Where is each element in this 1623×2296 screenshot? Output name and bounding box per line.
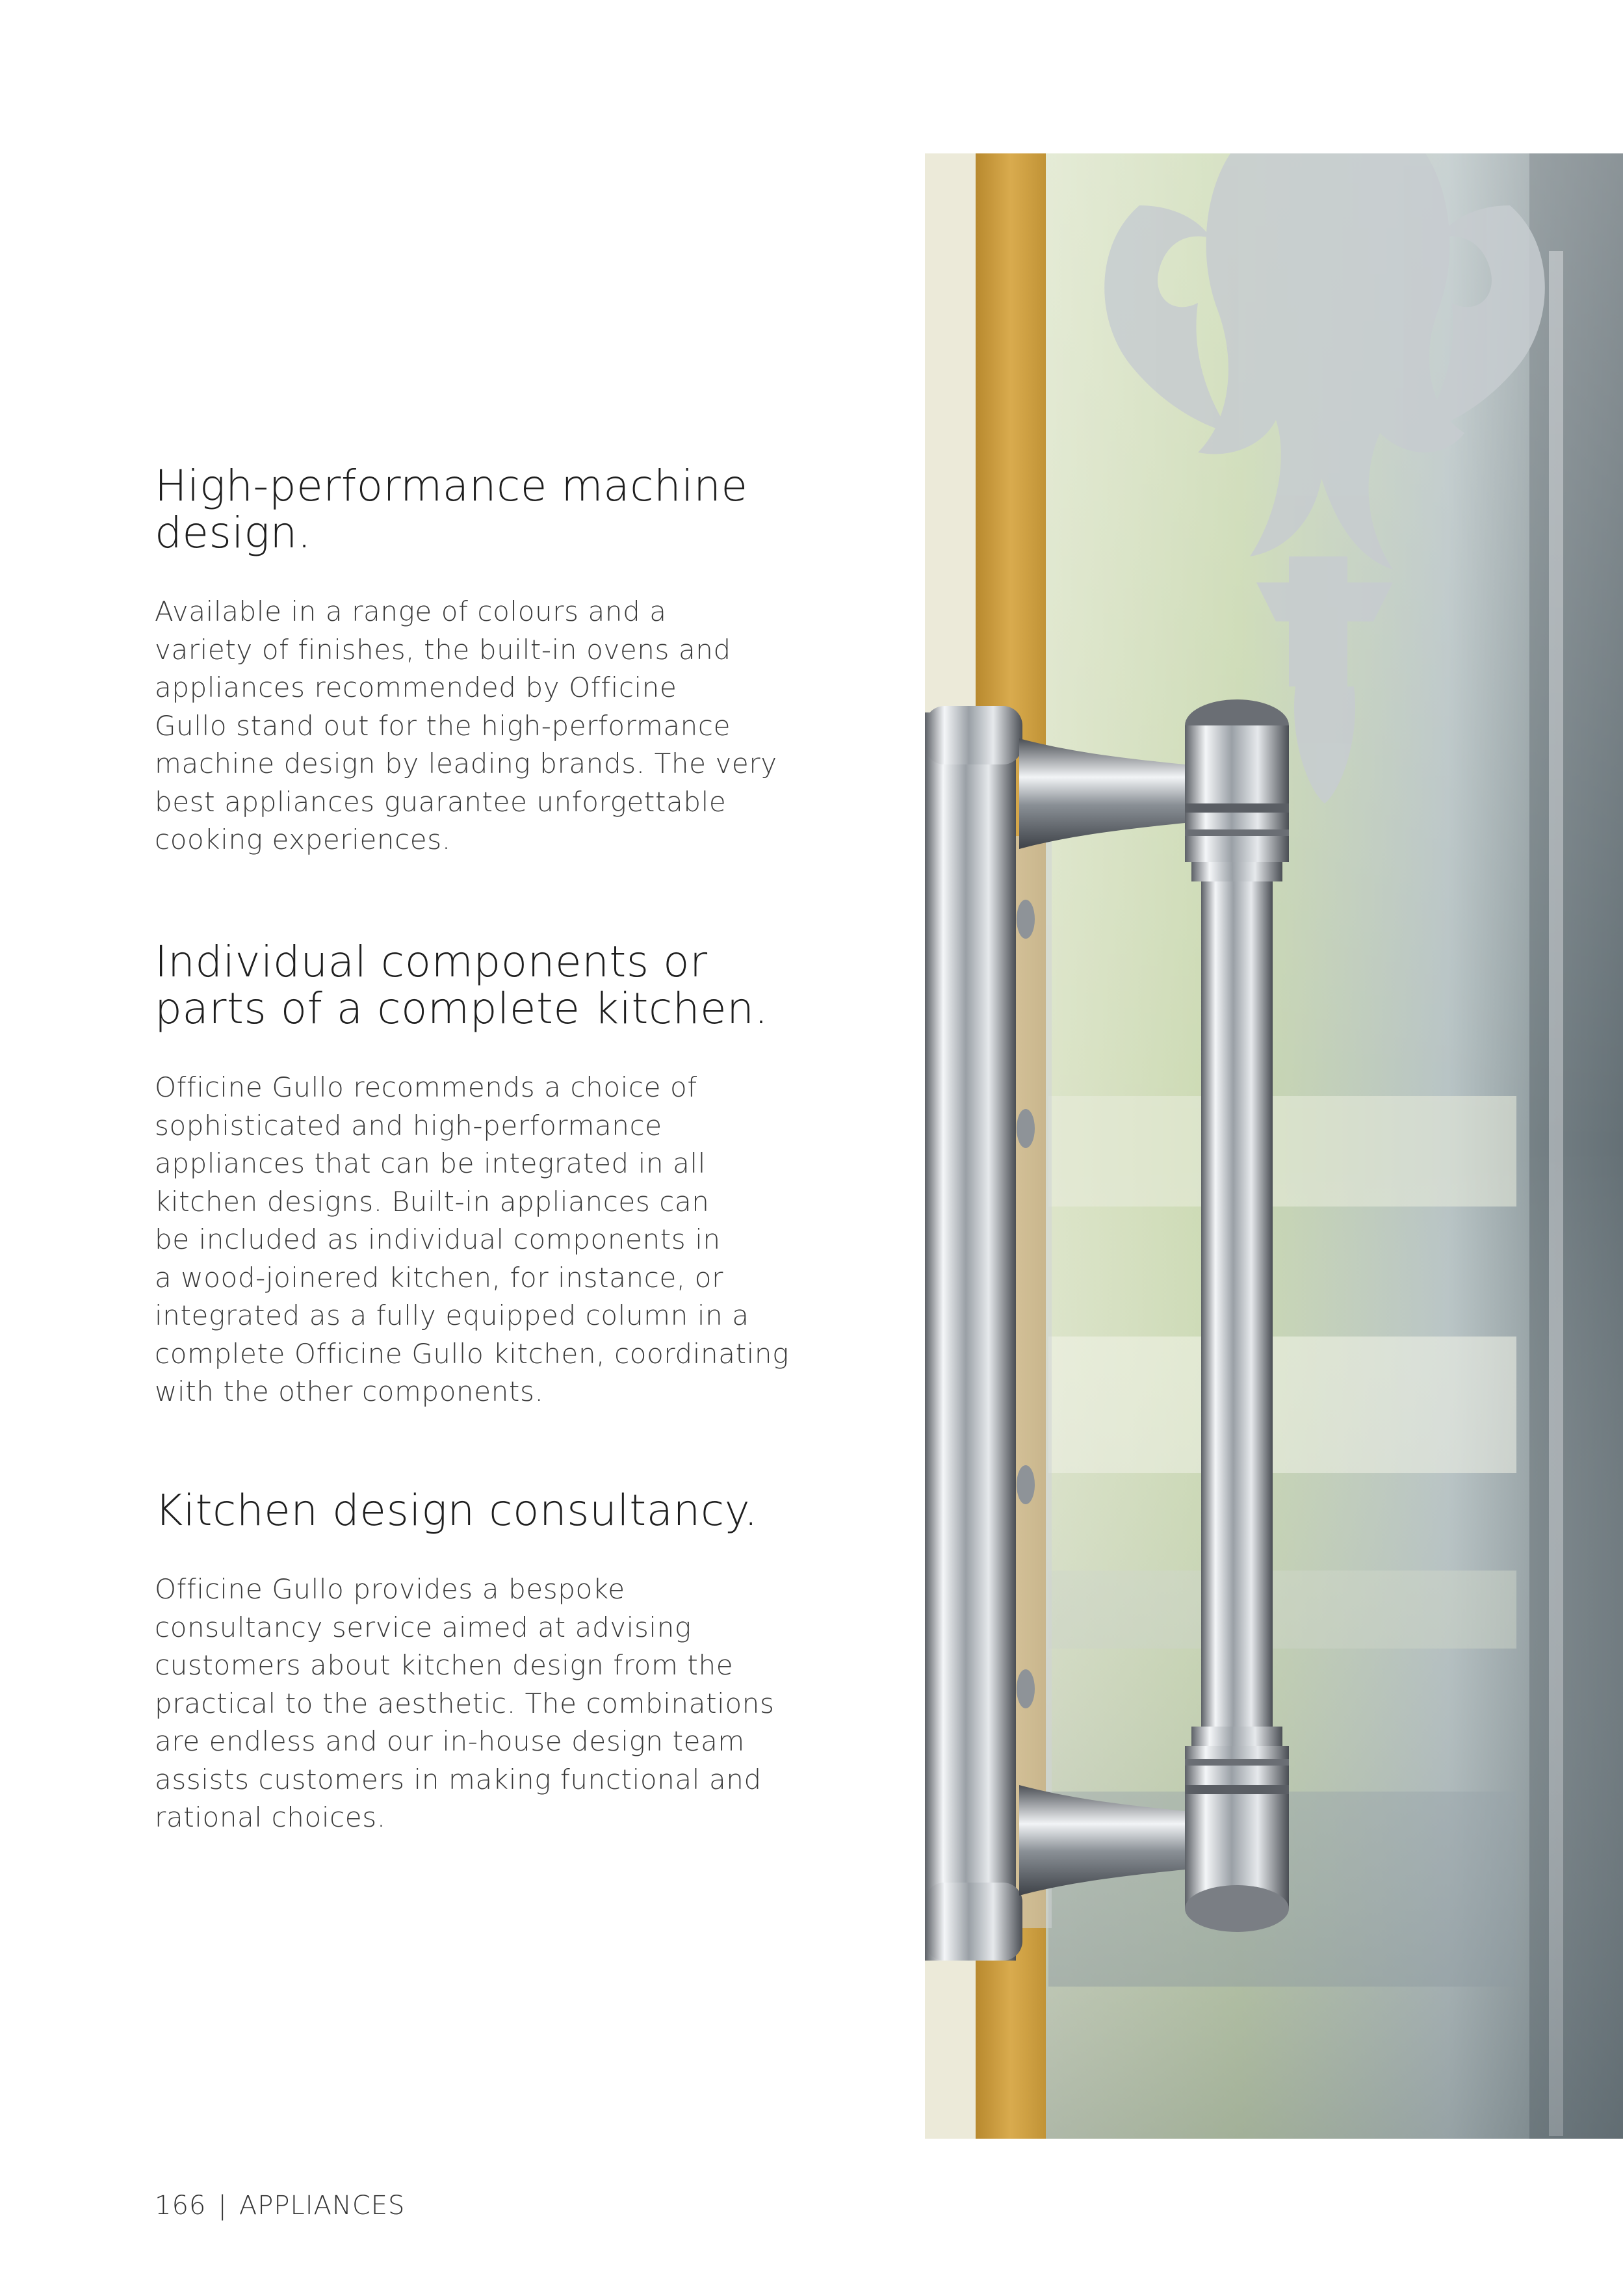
- page-footer: [155, 2191, 405, 2221]
- section-heading: Individual components or parts of a complete kitchen.: [155, 937, 768, 1034]
- handle-top-cap: [1185, 699, 1289, 881]
- section-body: Available in a range of colours and a variety of finishes, the built-in ovens and appliances recommended by Officine Gullo stand out for the high-performance machine design by leading brands. The very best appliances guarantee unforgettable cooking experiences.: [155, 595, 777, 855]
- section-body: Officine Gullo provides a bespoke consultancy service aimed at advising customers about kitchen design from the practical to the aesthetic. The combinations are endless and our in-house design team assists customers in making functional and rational choices.: [155, 1573, 775, 1833]
- footer-separator: |: [218, 2191, 227, 2221]
- section-individual-components: [155, 939, 922, 1411]
- door-handle-photo: [925, 153, 1623, 2139]
- section-heading: Kitchen design consultancy.: [155, 1485, 759, 1535]
- section-design-consultancy: [155, 1487, 922, 1837]
- handle-bottom-cap: [1185, 1727, 1289, 1932]
- page-number: 166: [155, 2191, 207, 2221]
- handle-bar: [1201, 816, 1273, 1824]
- footer-section-label: APPLIANCES: [239, 2191, 406, 2221]
- section-heading: High-performance machine design.: [155, 461, 748, 558]
- section-machine-design: [155, 463, 922, 859]
- left-handle-rail: [925, 712, 1016, 1961]
- section-body: Officine Gullo recommends a choice of sophisticated and high-performance appliances that can be integrated in all kitchen designs. Built-in appliances can be included as individual components in a wood-joinered kitchen, for instance, or integrated as a fully equipped column in a complete Officine Gullo kitchen, coordinating with the other components.: [155, 1071, 789, 1407]
